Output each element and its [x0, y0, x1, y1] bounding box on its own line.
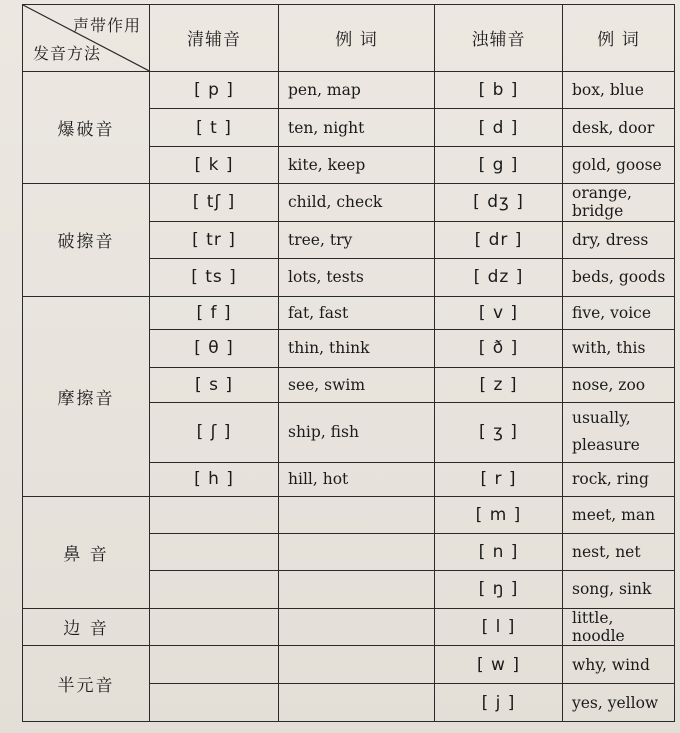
diagonal-header-cell	[23, 5, 150, 72]
empty-cell	[279, 645, 435, 683]
voiced-examples: nose, zoo	[563, 367, 675, 402]
diag-top-label: 声带作用	[72, 16, 141, 35]
empty-cell	[150, 533, 279, 570]
voiced-symbol: [ dz ]	[435, 259, 563, 296]
voiced-examples: gold, goose	[563, 146, 675, 183]
voiced-examples: desk, door	[563, 109, 675, 146]
voiced-examples: why, wind	[563, 645, 675, 683]
table-row	[23, 608, 675, 645]
manner-plosive: 爆破音	[23, 71, 150, 183]
header-examples-voiced: 例 词	[563, 5, 675, 72]
voiced-examples: little, noodle	[563, 608, 675, 645]
manner-fricative: 摩擦音	[23, 296, 150, 496]
voiceless-symbol: [ θ ]	[150, 330, 279, 367]
voiced-examples	[563, 402, 675, 462]
voiceless-symbol: [ ʃ ]	[150, 402, 279, 462]
header-voiceless: 清辅音	[150, 5, 279, 72]
voiceless-examples: see, swim	[279, 367, 435, 402]
voiceless-examples: hill, hot	[279, 462, 435, 496]
voiced-examples: five, voice	[563, 296, 675, 329]
voiced-symbol: [ ð ]	[435, 330, 563, 367]
table-row	[23, 296, 675, 329]
voiced-examples: orange, bridge	[563, 184, 675, 221]
voiceless-symbol: [ f ]	[150, 296, 279, 329]
empty-cell	[150, 497, 279, 533]
voiceless-examples: lots, tests	[279, 259, 435, 296]
manner-semivowel: 半元音	[23, 645, 150, 721]
voiced-symbol: [ v ]	[435, 296, 563, 329]
empty-cell	[150, 571, 279, 608]
voiced-examples: beds, goods	[563, 259, 675, 296]
voiceless-symbol: [ tʃ ]	[150, 184, 279, 221]
voiceless-examples: ten, night	[279, 109, 435, 146]
voiced-examples: yes, yellow	[563, 684, 675, 722]
voiced-examples: dry, dress	[563, 221, 675, 258]
voiceless-examples: fat, fast	[279, 296, 435, 329]
voiced-symbol: [ dr ]	[435, 221, 563, 258]
empty-cell	[279, 684, 435, 722]
voiceless-symbol: [ p ]	[150, 71, 279, 108]
voiced-examples: box, blue	[563, 71, 675, 108]
voiceless-symbol: [ s ]	[150, 367, 279, 402]
table-row	[23, 71, 675, 108]
voiced-symbol: [ g ]	[435, 146, 563, 183]
voiced-examples: meet, man	[563, 497, 675, 533]
voiceless-symbol: [ ts ]	[150, 259, 279, 296]
empty-cell	[279, 571, 435, 608]
voiceless-examples: thin, think	[279, 330, 435, 367]
empty-cell	[150, 684, 279, 722]
voiceless-examples: ship, fish	[279, 402, 435, 462]
voiceless-examples: kite, keep	[279, 146, 435, 183]
voiceless-symbol: [ k ]	[150, 146, 279, 183]
voiceless-examples: tree, try	[279, 221, 435, 258]
voiceless-examples: child, check	[279, 184, 435, 221]
voiceless-symbol: [ tr ]	[150, 221, 279, 258]
voiced-examples-line1: usually,	[572, 409, 631, 428]
voiced-symbol: [ w ]	[435, 645, 563, 683]
header-voiced: 浊辅音	[435, 5, 563, 72]
empty-cell	[279, 608, 435, 645]
voiced-symbol: [ m ]	[435, 497, 563, 533]
voiced-examples-line2: pleasure	[572, 436, 640, 455]
diag-bottom-label: 发音方法	[33, 43, 102, 63]
voiced-symbol: [ ʒ ]	[435, 402, 563, 462]
voiced-examples: song, sink	[563, 571, 675, 608]
voiceless-symbol: [ h ]	[150, 462, 279, 496]
voiced-symbol: [ b ]	[435, 71, 563, 108]
table-row	[23, 497, 675, 533]
table-row	[23, 184, 675, 221]
manner-nasal: 鼻 音	[23, 497, 150, 608]
voiced-symbol: [ dʒ ]	[435, 184, 563, 221]
empty-cell	[279, 533, 435, 570]
voiced-symbol: [ l ]	[435, 608, 563, 645]
consonant-table	[22, 4, 675, 722]
voiced-symbol: [ r ]	[435, 462, 563, 496]
manner-lateral: 边 音	[23, 608, 150, 645]
voiced-examples: with, this	[563, 330, 675, 367]
empty-cell	[150, 608, 279, 645]
table-row	[23, 645, 675, 683]
voiceless-symbol: [ t ]	[150, 109, 279, 146]
voiced-symbol: [ z ]	[435, 367, 563, 402]
empty-cell	[150, 645, 279, 683]
voiced-examples: rock, ring	[563, 462, 675, 496]
header-examples-voiceless: 例 词	[279, 5, 435, 72]
voiceless-examples: pen, map	[279, 71, 435, 108]
empty-cell	[279, 497, 435, 533]
voiced-symbol: [ j ]	[435, 684, 563, 722]
voiced-symbol: [ n ]	[435, 533, 563, 570]
voiced-examples: nest, net	[563, 533, 675, 570]
header-row	[23, 5, 675, 72]
manner-affricate: 破擦音	[23, 184, 150, 296]
voiced-symbol: [ ŋ ]	[435, 571, 563, 608]
voiced-symbol: [ d ]	[435, 109, 563, 146]
